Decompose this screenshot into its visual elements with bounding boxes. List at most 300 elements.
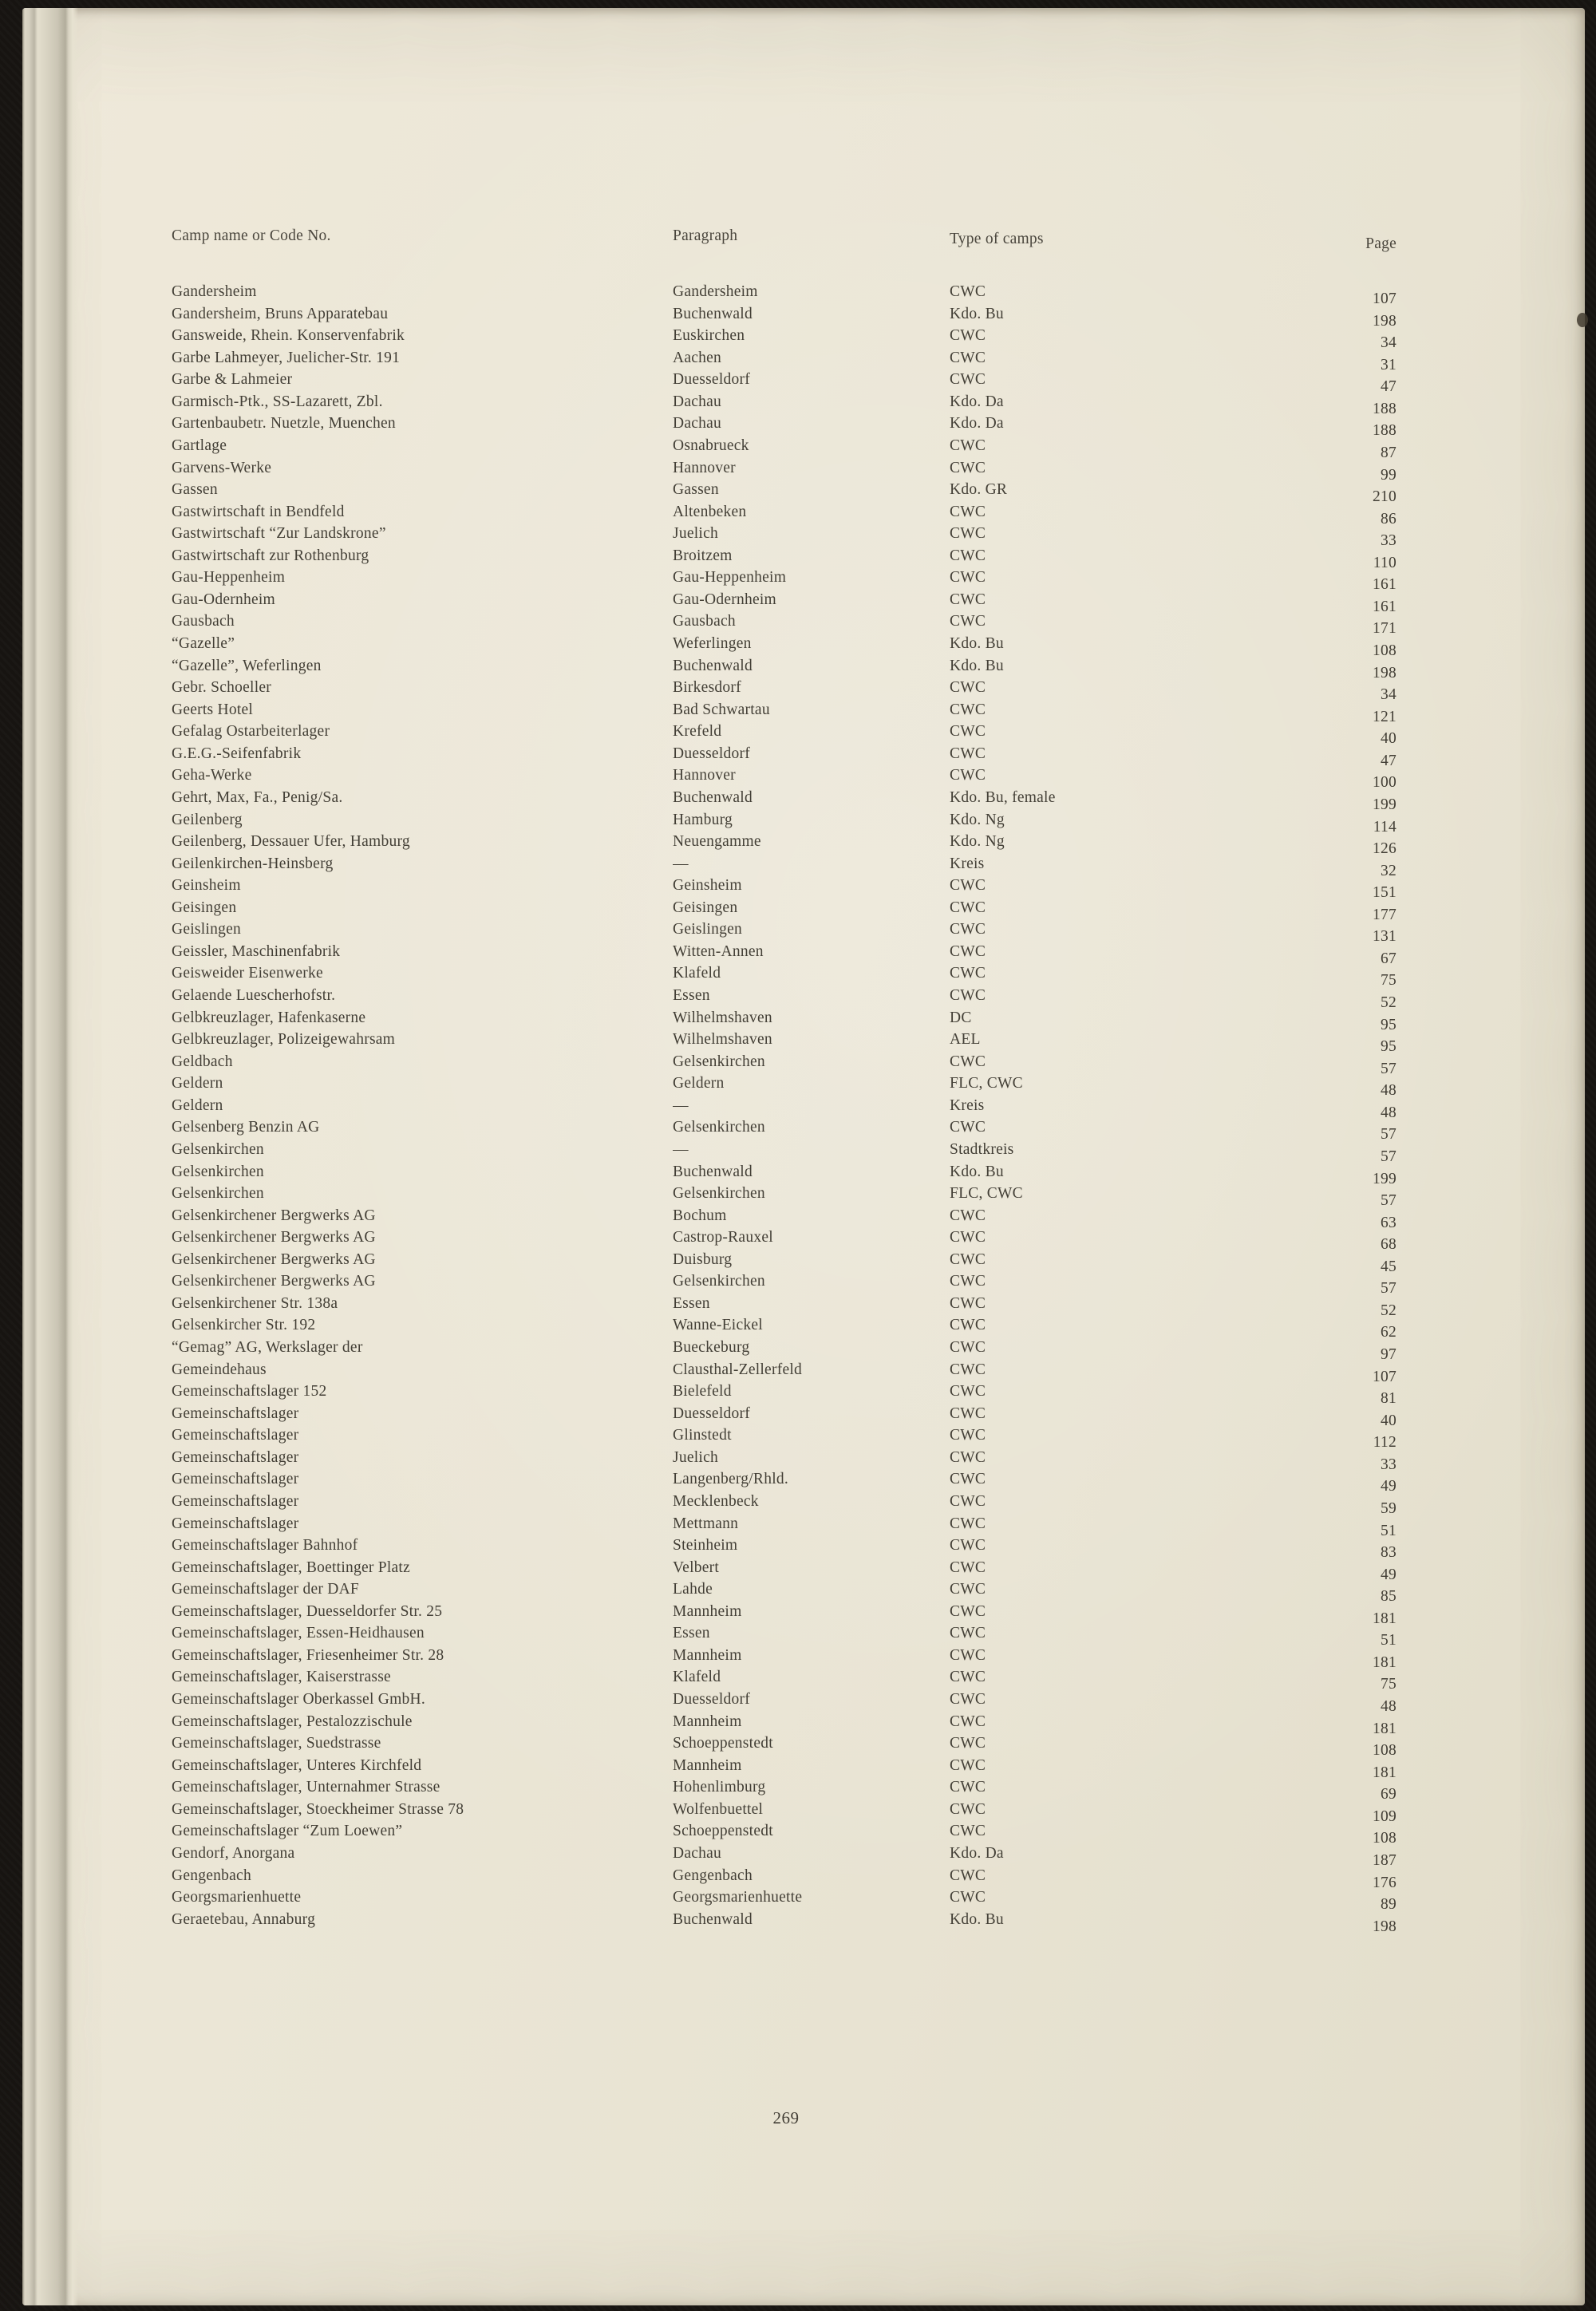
camp-name-cell: Gelsenkirchen (172, 1185, 264, 1203)
camp-type-cell: CWC (950, 1492, 986, 1510)
paragraph-cell: Buchenwald (673, 1910, 753, 1928)
camp-type-cell: CWC (950, 745, 986, 762)
camp-type-cell: CWC (950, 1735, 986, 1752)
camp-name-cell: Gemeinschaftslager, Essen-Heidhausen (172, 1625, 425, 1642)
camp-type-cell: CWC (950, 1889, 986, 1906)
table-row (172, 1116, 1400, 1144)
page-ref-cell: 112 (1373, 1434, 1396, 1452)
page-ref-cell: 181 (1373, 1610, 1396, 1627)
page-ref-cell: 199 (1373, 796, 1396, 813)
page-ref-cell: 62 (1381, 1324, 1396, 1341)
table-row (172, 1359, 1400, 1385)
camp-name-cell: Georgsmarienhuette (172, 1889, 302, 1906)
paragraph-cell: Mannheim (673, 1713, 742, 1730)
table-row (172, 941, 1400, 967)
camp-type-cell: CWC (950, 437, 986, 454)
page-ref-cell: 99 (1381, 466, 1396, 484)
camp-name-cell: Gandersheim (172, 283, 257, 300)
camp-type-cell: CWC (950, 1471, 986, 1488)
table-row (172, 1381, 1400, 1408)
camp-name-cell: Gelsenkirchen (172, 1163, 264, 1180)
paragraph-cell: Birkesdorf (673, 679, 741, 697)
camp-name-cell: Garbe Lahmeyer, Juelicher-Str. 191 (172, 349, 401, 366)
camp-index-table (172, 225, 1400, 1935)
table-row (172, 457, 1400, 484)
table-row (172, 633, 1400, 659)
table-row (172, 853, 1400, 879)
camp-name-cell: Gemeinschaftslager “Zum Loewen” (172, 1823, 403, 1840)
table-row (172, 1666, 1400, 1693)
page-ref-cell: 63 (1381, 1214, 1396, 1231)
table-row (172, 347, 1400, 373)
camp-name-cell: Gelsenkirchener Bergwerks AG (172, 1273, 376, 1290)
page-ref-cell: 31 (1381, 356, 1396, 373)
camp-type-cell: CWC (950, 965, 986, 982)
camp-type-cell: CWC (950, 1515, 986, 1532)
paragraph-cell: Gandersheim (673, 283, 758, 300)
table-row (172, 1029, 1400, 1056)
camp-name-cell: Gelsenkirchen (172, 1140, 264, 1158)
paragraph-cell: Euskirchen (673, 327, 745, 345)
camp-name-cell: Gartlage (172, 437, 227, 454)
camp-name-cell: Gelsenkirchener Bergwerks AG (172, 1229, 376, 1246)
table-row (172, 1403, 1400, 1429)
page-ref-cell: 107 (1373, 1368, 1396, 1385)
paragraph-cell: Clausthal-Zellerfeld (673, 1361, 803, 1378)
table-row (172, 1755, 1400, 1781)
camp-name-cell: Gartenbaubetr. Nuetzle, Muenchen (172, 415, 396, 433)
page-ref-cell: 49 (1381, 1566, 1396, 1583)
page-ref-cell: 57 (1381, 1280, 1396, 1298)
paragraph-cell: Schoeppenstedt (673, 1735, 773, 1752)
table-row (172, 1601, 1400, 1627)
table-row (172, 1645, 1400, 1671)
header-camp-name: Camp name or Code No. (172, 227, 331, 244)
page-ref-cell: 40 (1381, 1412, 1396, 1429)
header-paragraph: Paragraph (673, 227, 738, 244)
camp-type-cell: CWC (950, 1581, 986, 1598)
page-ref-cell: 85 (1381, 1588, 1396, 1606)
camp-name-cell: Gastwirtschaft zur Rothenburg (172, 547, 369, 564)
paragraph-cell: Osnabrueck (673, 437, 749, 454)
page-ref-cell: 161 (1373, 598, 1396, 615)
table-row (172, 1578, 1400, 1606)
camp-name-cell: Geinsheim (172, 877, 241, 895)
page-ref-cell: 34 (1381, 334, 1396, 352)
page-ref-cell: 100 (1373, 774, 1396, 792)
page-ref-cell: 47 (1381, 378, 1396, 396)
table-row (172, 391, 1400, 417)
camp-name-cell: Geldern (172, 1096, 223, 1114)
camp-name-cell: Gemeinschaftslager (172, 1515, 299, 1532)
camp-name-cell: Geislingen (172, 921, 241, 938)
paragraph-cell: Altenbeken (673, 503, 747, 520)
camp-name-cell: Gebr. Schoeller (172, 679, 272, 697)
table-row (172, 1424, 1400, 1452)
camp-type-cell: CWC (950, 371, 986, 389)
camp-type-cell: CWC (950, 1800, 986, 1818)
paragraph-cell: Buchenwald (673, 788, 753, 806)
table-row (172, 1622, 1400, 1649)
paragraph-cell: Essen (673, 1625, 710, 1642)
camp-name-cell: Gehrt, Max, Fa., Penig/Sa. (172, 788, 343, 806)
camp-type-cell: Kdo. Ng (950, 811, 1005, 828)
camp-type-cell: CWC (950, 1361, 986, 1378)
page-ref-cell: 131 (1373, 928, 1396, 946)
page-ref-cell: 87 (1381, 444, 1396, 461)
page-ref-cell: 95 (1381, 1016, 1396, 1033)
paragraph-cell: Hamburg (673, 811, 733, 828)
page-ref-cell: 121 (1373, 708, 1396, 725)
camp-type-cell: CWC (950, 1537, 986, 1554)
camp-name-cell: Garvens-Werke (172, 459, 272, 476)
table-row (172, 1513, 1400, 1539)
camp-type-cell: CWC (950, 942, 986, 960)
paragraph-cell: Schoeppenstedt (673, 1823, 773, 1840)
paragraph-cell: Gelsenkirchen (673, 1119, 765, 1136)
paragraph-cell: Dachau (673, 1844, 722, 1862)
header-page: Page (1365, 235, 1396, 252)
table-row (172, 1732, 1400, 1760)
camp-name-cell: Geraetebau, Annaburg (172, 1910, 316, 1928)
camp-name-cell: Geilenberg (172, 811, 243, 828)
table-row (172, 985, 1400, 1011)
table-row (172, 325, 1400, 352)
camp-type-cell: CWC (950, 1867, 986, 1884)
table-row (172, 1161, 1400, 1187)
paragraph-cell: Neuengamme (673, 833, 761, 851)
camp-type-cell: CWC (950, 877, 986, 895)
table-row (172, 1799, 1400, 1825)
camp-type-cell: CWC (950, 569, 986, 587)
paragraph-cell: Krefeld (673, 723, 722, 741)
table-row (172, 435, 1400, 461)
paragraph-cell: Bochum (673, 1207, 727, 1224)
paragraph-cell: Wanne-Eickel (673, 1317, 763, 1334)
paragraph-cell: Dachau (673, 393, 722, 410)
camp-type-cell: Kdo. Da (950, 393, 1004, 410)
page-ref-cell: 57 (1381, 1148, 1396, 1165)
page-number: 269 (772, 2108, 800, 2127)
page-ref-cell: 52 (1381, 994, 1396, 1011)
table-row (172, 1535, 1400, 1562)
camp-type-cell: CWC (950, 349, 986, 366)
page-ref-cell: 45 (1381, 1258, 1396, 1275)
page-ref-cell: 34 (1381, 686, 1396, 704)
camp-name-cell: Gemeindehaus (172, 1361, 267, 1378)
table-row (172, 567, 1400, 594)
camp-type-cell: CWC (950, 1119, 986, 1136)
table-row (172, 787, 1400, 813)
camp-name-cell: Geilenberg, Dessauer Ufer, Hamburg (172, 833, 410, 851)
camp-type-cell: CWC (950, 1273, 986, 1290)
camp-type-cell: CWC (950, 1427, 986, 1444)
camp-name-cell: Geissler, Maschinenfabrik (172, 942, 341, 960)
page-ref-cell: 47 (1381, 752, 1396, 769)
paragraph-cell: Klafeld (673, 1669, 721, 1686)
camp-name-cell: Gelbkreuzlager, Polizeigewahrsam (172, 1031, 396, 1049)
camp-type-cell: CWC (950, 1625, 986, 1642)
page-ref-cell: 210 (1373, 488, 1396, 506)
paragraph-cell: Aachen (673, 349, 722, 366)
camp-type-cell: CWC (950, 459, 986, 476)
camp-name-cell: Gemeinschaftslager, Pestalozzischule (172, 1713, 413, 1730)
table-row (172, 677, 1400, 704)
camp-name-cell: Gemeinschaftslager 152 (172, 1383, 327, 1400)
camp-type-cell: Kreis (950, 1096, 985, 1114)
camp-type-cell: Kdo. Da (950, 415, 1004, 433)
camp-name-cell: Gefalag Ostarbeiterlager (172, 723, 330, 741)
camp-type-cell: CWC (950, 1448, 986, 1466)
camp-type-cell: CWC (950, 1383, 986, 1400)
camp-name-cell: Gemeinschaftslager, Boettinger Platz (172, 1558, 410, 1576)
paragraph-cell: Steinheim (673, 1537, 738, 1554)
paragraph-cell: Gengenbach (673, 1867, 753, 1884)
camp-type-cell: CWC (950, 503, 986, 520)
paragraph-cell: Hannover (673, 459, 736, 476)
page-ref-cell: 198 (1373, 664, 1396, 681)
table-row (172, 1337, 1400, 1363)
page-ref-cell: 181 (1373, 1720, 1396, 1737)
table-body (172, 281, 1400, 1935)
table-row (172, 1689, 1400, 1715)
table-row (172, 897, 1400, 923)
camp-name-cell: Gelsenberg Benzin AG (172, 1119, 320, 1136)
camp-type-cell: Kdo. Bu, female (950, 788, 1056, 806)
table-row (172, 699, 1400, 725)
camp-name-cell: Gandersheim, Bruns Apparatebau (172, 305, 389, 322)
table-row (172, 523, 1400, 550)
page-ref-cell: 176 (1373, 1874, 1396, 1891)
paragraph-cell: Hohenlimburg (673, 1779, 766, 1796)
page-ref-cell: 52 (1381, 1302, 1396, 1319)
camp-name-cell: “Gazelle” (172, 635, 235, 652)
paragraph-cell: Buchenwald (673, 1163, 753, 1180)
camp-type-cell: CWC (950, 1558, 986, 1576)
camp-type-cell: Kdo. Bu (950, 1163, 1004, 1180)
camp-type-cell: Kreis (950, 855, 985, 872)
camp-type-cell: Kdo. Bu (950, 635, 1004, 652)
camp-name-cell: Geerts Hotel (172, 701, 254, 718)
scan-stain (1577, 313, 1588, 327)
table-row (172, 1227, 1400, 1254)
page-ref-cell: 32 (1381, 862, 1396, 879)
camp-type-cell: CWC (950, 701, 986, 718)
camp-type-cell: CWC (950, 1294, 986, 1312)
page-ref-cell: 108 (1373, 642, 1396, 659)
page-ref-cell: 126 (1373, 840, 1396, 858)
paragraph-cell: Duesseldorf (673, 371, 750, 389)
table-row (172, 1249, 1400, 1275)
paragraph-cell: Bueckeburg (673, 1339, 750, 1356)
camp-name-cell: Gemeinschaftslager, Stoeckheimer Strasse 78 (172, 1800, 464, 1818)
paragraph-cell: Gausbach (673, 613, 736, 630)
camp-name-cell: Geldern (172, 1075, 223, 1092)
camp-name-cell: Geha-Werke (172, 767, 252, 784)
paragraph-cell: Mannheim (673, 1756, 742, 1774)
camp-name-cell: Geisweider Eisenwerke (172, 965, 323, 982)
paragraph-cell: Gau-Heppenheim (673, 569, 787, 587)
camp-name-cell: Geisingen (172, 899, 237, 916)
page-ref-cell: 95 (1381, 1038, 1396, 1056)
page-ref-cell: 151 (1373, 884, 1396, 902)
camp-name-cell: Gemeinschaftslager (172, 1471, 299, 1488)
table-row (172, 1270, 1400, 1298)
table-row (172, 1843, 1400, 1869)
page-ref-cell: 108 (1373, 1742, 1396, 1760)
camp-name-cell: Gemeinschaftslager (172, 1427, 299, 1444)
table-row (172, 1491, 1400, 1517)
camp-name-cell: Gelsenkirchener Str. 138a (172, 1294, 338, 1312)
page-ref-cell: 188 (1373, 400, 1396, 417)
page-ref-cell: 57 (1381, 1126, 1396, 1144)
paragraph-cell: Juelich (673, 1448, 718, 1466)
camp-name-cell: Gemeinschaftslager, Unternahmer Strasse (172, 1779, 440, 1796)
paragraph-cell: Mannheim (673, 1602, 742, 1620)
table-row (172, 501, 1400, 527)
camp-name-cell: Gelsenkirchener Bergwerks AG (172, 1250, 376, 1268)
page-ref-cell: 67 (1381, 950, 1396, 967)
table-row (172, 655, 1400, 681)
paragraph-cell: Wilhelmshaven (673, 1009, 772, 1026)
camp-name-cell: Gansweide, Rhein. Konservenfabrik (172, 327, 405, 345)
page-ref-cell: 68 (1381, 1236, 1396, 1254)
page-ref-cell: 69 (1381, 1786, 1396, 1803)
camp-type-cell: CWC (950, 1779, 986, 1796)
paragraph-cell: Weferlingen (673, 635, 752, 652)
table-row (172, 545, 1400, 571)
paragraph-cell: Glinstedt (673, 1427, 732, 1444)
paragraph-cell: Lahde (673, 1581, 713, 1598)
table-header (172, 225, 1400, 252)
page-ref-cell: 171 (1373, 620, 1396, 638)
camp-type-cell: Kdo. Ng (950, 833, 1005, 851)
camp-name-cell: Gemeinschaftslager, Kaiserstrasse (172, 1669, 391, 1686)
page-ref-cell: 83 (1381, 1544, 1396, 1562)
book-binding-edges (22, 8, 78, 2305)
page-ref-cell: 110 (1373, 554, 1396, 571)
page-ref-cell: 48 (1381, 1082, 1396, 1100)
table-row (172, 1865, 1400, 1891)
paragraph-cell: Velbert (673, 1558, 720, 1576)
camp-type-cell: CWC (950, 613, 986, 630)
paragraph-cell: Geinsheim (673, 877, 742, 895)
camp-name-cell: Gemeinschaftslager, Friesenheimer Str. 28 (172, 1646, 444, 1664)
camp-name-cell: Gausbach (172, 613, 235, 630)
paragraph-cell: Gelsenkirchen (673, 1053, 765, 1070)
page-ref-cell: 40 (1381, 730, 1396, 748)
camp-name-cell: Gemeinschaftslager (172, 1448, 299, 1466)
page-ref-cell: 48 (1381, 1104, 1396, 1121)
paragraph-cell: Dachau (673, 415, 722, 433)
table-row (172, 589, 1400, 615)
camp-name-cell: G.E.G.-Seifenfabrik (172, 745, 302, 762)
paragraph-cell: Mettmann (673, 1515, 739, 1532)
camp-type-cell: CWC (950, 921, 986, 938)
paragraph-cell: Gassen (673, 481, 719, 499)
paragraph-cell: Bad Schwartau (673, 701, 770, 718)
camp-type-cell: CWC (950, 1229, 986, 1246)
paragraph-cell: Duesseldorf (673, 745, 750, 762)
camp-name-cell: Gemeinschaftslager (172, 1404, 299, 1422)
camp-name-cell: Gastwirtschaft “Zur Landskrone” (172, 525, 386, 543)
paragraph-cell: — (673, 1096, 689, 1114)
table-row (172, 1820, 1400, 1847)
camp-type-cell: Kdo. Bu (950, 1910, 1004, 1928)
camp-type-cell: CWC (950, 1404, 986, 1422)
paragraph-cell: Wolfenbuettel (673, 1800, 764, 1818)
paragraph-cell: Langenberg/Rhld. (673, 1471, 788, 1488)
camp-type-cell: CWC (950, 1250, 986, 1268)
paragraph-cell: Georgsmarienhuette (673, 1889, 803, 1906)
page-ref-cell: 33 (1381, 532, 1396, 550)
table-row (172, 1073, 1400, 1100)
camp-name-cell: Gelaende Luescherhofstr. (172, 987, 336, 1004)
table-row (172, 962, 1400, 990)
paragraph-cell: Juelich (673, 525, 718, 543)
camp-type-cell: CWC (950, 1823, 986, 1840)
camp-type-cell: Stadtkreis (950, 1140, 1014, 1158)
page-ref-cell: 198 (1373, 312, 1396, 330)
paragraph-cell: Mecklenbeck (673, 1492, 759, 1510)
camp-type-cell: CWC (950, 1339, 986, 1356)
paragraph-cell: Essen (673, 1294, 710, 1312)
camp-name-cell: Geldbach (172, 1053, 233, 1070)
table-row (172, 918, 1400, 946)
camp-type-cell: Kdo. Da (950, 1844, 1004, 1862)
table-row (172, 1314, 1400, 1341)
page-ref-cell: 75 (1381, 972, 1396, 990)
camp-name-cell: “Gemag” AG, Werkslager der (172, 1339, 363, 1356)
camp-name-cell: Gelsenkircher Str. 192 (172, 1317, 316, 1334)
table-row (172, 831, 1400, 858)
camp-type-cell: CWC (950, 525, 986, 543)
table-row (172, 1886, 1400, 1914)
camp-name-cell: Gemeinschaftslager, Suedstrasse (172, 1735, 381, 1752)
table-row (172, 1776, 1400, 1803)
camp-type-cell: CWC (950, 1207, 986, 1224)
paragraph-cell: Wilhelmshaven (673, 1031, 772, 1049)
camp-name-cell: Gemeinschaftslager, Unteres Kirchfeld (172, 1756, 422, 1774)
page-ref-cell: 51 (1381, 1522, 1396, 1539)
table-row (172, 809, 1400, 836)
page-ref-cell: 108 (1373, 1830, 1396, 1847)
camp-name-cell: Geilenkirchen-Heinsberg (172, 855, 334, 872)
paragraph-cell: Duesseldorf (673, 1404, 750, 1422)
page-ref-cell: 199 (1373, 1170, 1396, 1187)
paragraph-cell: — (673, 855, 689, 872)
page-ref-cell: 48 (1381, 1698, 1396, 1715)
table-row (172, 1447, 1400, 1473)
paragraph-cell: — (673, 1140, 689, 1158)
paragraph-cell: Mannheim (673, 1646, 742, 1664)
camp-type-cell: CWC (950, 591, 986, 608)
document-page (22, 8, 1585, 2305)
table-row (172, 721, 1400, 748)
page-ref-cell: 57 (1381, 1060, 1396, 1077)
camp-type-cell: CWC (950, 1317, 986, 1334)
page-ref-cell: 161 (1373, 576, 1396, 594)
paragraph-cell: Geislingen (673, 921, 742, 938)
page-ref-cell: 181 (1373, 1653, 1396, 1671)
paragraph-cell: Gau-Odernheim (673, 591, 776, 608)
table-row (172, 1051, 1400, 1077)
table-row (172, 764, 1400, 792)
page-ref-cell: 187 (1373, 1851, 1396, 1869)
page-ref-cell: 89 (1381, 1896, 1396, 1914)
table-row (172, 1205, 1400, 1231)
camp-name-cell: Gelsenkirchener Bergwerks AG (172, 1207, 376, 1224)
